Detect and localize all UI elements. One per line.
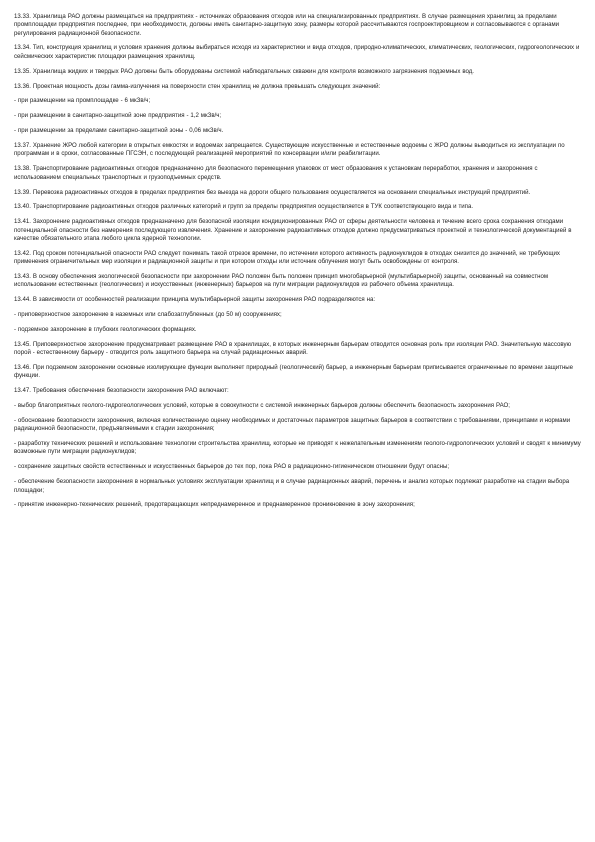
paragraph-13-33: 13.33. Хранилища РАО должны размещаться на предприятиях - источниках образования отходов или на специализированных предприятиях. В случае размещения хранилищ за пределами промплощадки предприятия последнее, при необходимости, должны иметь санитарно-защитную зону, размеры которой рассчитываются госпроектировщиком и согласовываются с органами регулирования радиационной безопасности. [14,13,560,37]
list-item: - выбор благоприятных геолого-гидрогеологических условий, которые в совокупности с системой инженерных барьеров должны обеспечить безопасность захоронения РАО; [14,402,510,410]
paragraph-13-34: 13.34. Тип, конструкция хранилищ и условия хранения должны выбираться исходя из характеристики и вида отходов, природно-климатических, климатических, геологических, гидрогеологических и сейсмических характеристик площадки размещения хранилищ. [14,44,580,60]
paragraph-13-44: 13.44. В зависимости от особенностей реализации принципа мультибарьерной защиты захоронения РАО подразделяются на: [14,296,376,304]
list-item: - разработку технических решений и использование технологии строительства хранилищ, которые не приводят к нежелательным изменениям геолого-гидрологических условий и сводят к минимуму возможные пути миграции радионуклидов; [14,440,581,456]
paragraph-13-35: 13.35. Хранилища жидких и твердых РАО должны быть оборудованы системой наблюдательных скважин для контроля возможного загрязнения подземных вод. [14,67,474,75]
list-item: - сохранение защитных свойств естественных и искусственных барьеров до тех пор, пока РАО в радиационно-гигиеническом отношении будут опасны; [14,463,450,471]
paragraph-13-37: 13.37. Хранение ЖРО любой категории в открытых емкостях и водоемах запрещается. Существующие искусственные и естественные водоемы с ЖРО должны выводиться из эксплуатации по программам и в сроки, согласованные ПГСЭН, с последующей реализацией мероприятий по консервации и/или реабилитации. [14,142,565,158]
list-item: - при размещении на промплощадке - 6 мкЗв/ч; [14,97,151,105]
list-item: - обеспечение безопасности захоронения в нормальных условиях эксплуатации хранилищ и в случае радиационных аварий, перечень и анализ которых подлежат разработке на стадии выбора площадки; [14,478,570,494]
paragraph-13-36: 13.36. Проектная мощность дозы гамма-излучения на поверхности стен хранилищ не должна превышать следующих значений: [14,82,381,90]
list-item: - подземное захоронение в глубоких геологических формациях. [14,325,197,333]
paragraph-13-38: 13.38. Транспортирование радиоактивных отходов предназначено для безопасного перемещения упаковок от мест образования к установкам переработки, хранения и захоронения с использованием специальных транспортных и грузоподъемных средств. [14,165,538,181]
paragraph-13-47: 13.47. Требования обеспечения безопасности захоронения РАО включают: [14,387,229,395]
list-item: - при размещении за пределами санитарно-защитной зоны - 0,06 мкЗв/ч. [14,127,224,135]
paragraph-13-40: 13.40. Транспортирование радиоактивных отходов различных категорий и групп за пределы предприятия осуществляется в ТУК соответствующего вида и типа. [14,203,474,211]
paragraph-13-45: 13.45. Приповерхностное захоронение предусматривает размещение РАО в хранилищах, в которых инженерным барьерам отводится основная роль при изоляции РАО. Значительную массовую порой - естественному барьеру - отводится роль защитного барьера на случай радиационных аварий. [14,340,572,357]
list-item: - при размещении в санитарно-защитной зоне предприятия - 1,2 мкЗв/ч; [14,112,222,120]
list-item: - приповерхностное захоронение в наземных или слабозаглубленных (до 50 м) сооружениях; [14,311,282,319]
list-item: - принятие инженерно-технических решений, предотвращающих непреднамеренное и преднамеренное проникновение в зону захоронения; [14,501,415,509]
paragraph-13-41: 13.41. Захоронение радиоактивных отходов предназначено для безопасной изоляции кондиционированных РАО от сферы деятельности человека и течение всего срока сохранения отходами потенциальной опасности без намерения последующего извлечения. Хранение и захоронение радиоактивных отходов должно предусматриваться проектной и технологической документацией в качестве обязательного этапа любого цикла ядерной технологии. [14,218,572,242]
paragraph-13-43: 13.43. В основу обеспечения экологической безопасности при захоронении РАО положен быть положен принцип многобарьерной (мультибарьерной) защиты, основанный на совместном использовании естественных (геологических) и искусственных (инженерных) барьеров на пути миграции радионуклидов из рабочего объема хранилища. [14,272,549,289]
paragraph-13-46: 13.46. При подземном захоронении основные изолирующие функции выполняет природный (геологический) барьер, а инженерным барьерам приписывается ограниченные по времени защитные функции. [14,364,574,380]
paragraph-13-39: 13.39. Перевозка радиоактивных отходов в пределах предприятия без выезда на дороги общего пользования осуществляется на основании специальных инструкций предприятий. [14,188,531,196]
paragraph-13-42: 13.42. Под сроком потенциальной опасности РАО следует понимать такой отрезок времени, по истечении которого активность радионуклидов в отходах снизится до значений, не требующих применения ограничительных мер изоляции и радиационной защиты и при котором отходы или источник облучения могут быть освобождены от контроля. [14,249,560,266]
list-item: - обоснование безопасности захоронения, включая количественную оценку необходимых и достаточных параметров защитных барьеров в соответствии с требованиями, принципами и нормами радиационной безопасности, предъявляемыми к стадии захоронения; [14,416,571,433]
